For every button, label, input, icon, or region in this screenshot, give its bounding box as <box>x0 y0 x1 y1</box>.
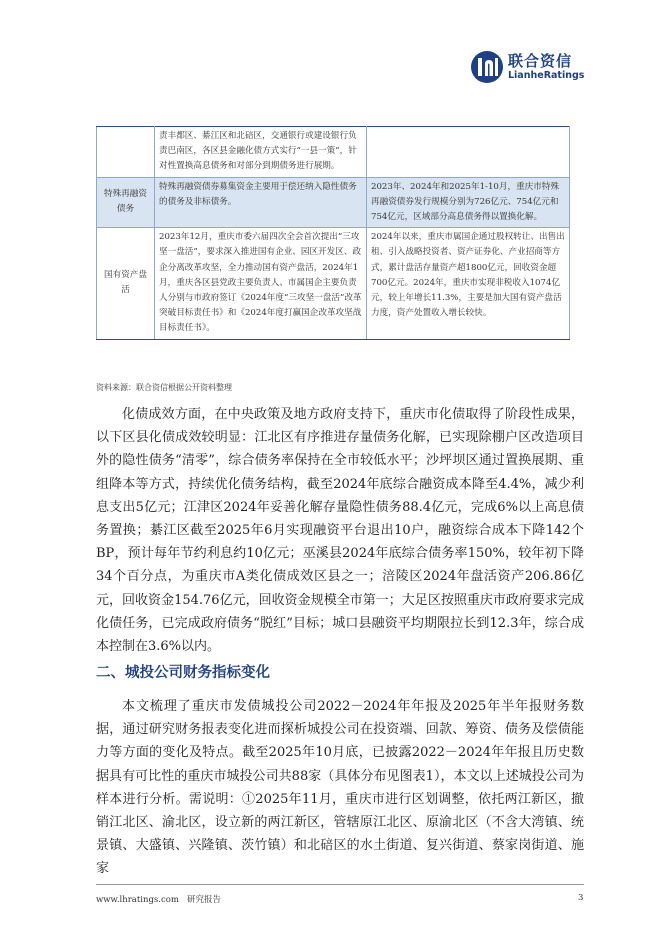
page-number: 3 <box>578 893 584 903</box>
table-source-note: 资料来源：联合资信根据公开资料整理 <box>96 383 232 392</box>
table-cell-progress: 2023年、2024年和2025年1-10月，重庆市特殊再融资债券发行规模分别为726亿元、754亿元和754亿元，区域部分高息债务得以置换化解。 <box>367 177 570 228</box>
table-row <box>97 127 570 178</box>
footer-divider <box>96 884 584 885</box>
table-cell-category <box>97 127 155 178</box>
logo-english-name: LianheRatings <box>508 70 585 81</box>
body-paragraph-debt-results: 化债成效方面，在中央政策及地方政府支持下，重庆市化债取得了阶段性成果，以下区县化债成效较明显：江北区有序推进存量债务化解，已实现除棚户区改造项目外的隐性债务“清零”，综合债务率保持在全市较低水平；沙坪坝区通过置换展期、重组降本等方式，持续优化债务结构，截至2024年底综合融资成本降至4.4%，减少利息支出5亿元；江津区2024年妥善化解存量隐性债务88.4亿元，完成6%以上高息债务置换；綦江区截至2025年6月实现融资平台退出10户，融资综合成本下降142个BP，预计每年节约利息约10亿元；巫溪县2024年底综合债务率150%，较年初下降34个百分点，为重庆市A类化债成效区县之一；涪陵区2024年盘活资产206.86亿元，回收资金154.76亿元，回收资金规模全市第一；大足区按照重庆市政府要求完成化债任务，已完成政府债务“脱红”目标；城口县融资平均期限拉长到12.3年，综合成本控制在3.6%以内。 <box>96 407 584 655</box>
section-heading: 二、城投公司财务指标变化 <box>96 665 270 681</box>
body-paragraph-methodology: 本文梳理了重庆市发债城投公司2022－2024年年报及2025年半年报财务数据，通过研究财务报表变化进而探析城投公司在投资端、回款、筹资、债务及偿债能力等方面的变化及特点。截至2025年10月底，已披露2022－2024年年报且历史数据具有可比性的重庆市城投公司共88家（具体分布见图表1），本文以上述城投公司为样本进行分析。需说明：①2025年11月，重庆市进行区划调整，依托两江新区，撤销江北区、渝北区，设立新的两江新区，管辖原江北区、原渝北区（不含大湾镇、统景镇、大盛镇、兴隆镇、茨竹镇）和北碚区的水土街道、复兴街道、蔡家岗街道、施家 <box>96 699 584 877</box>
company-logo <box>470 50 600 86</box>
logo-chinese-name: 联合资信 <box>508 52 573 70</box>
table-cell-measure: 2023年12月，重庆市委六届四次全会首次提出“三攻坚一盘活”，要求深入推进国有企业、园区开发区、政企分离改革攻坚，全力推动国有资产盘活，2024年1月，重庆各区县党政主要负责人、市属国企主要负责人分别与市政府签订《2024年度“三攻坚一盘活”改革突破目标责任书》和《2024年度打赢国企改革攻坚战目标责任书》。 <box>155 228 367 339</box>
debt-measures-table <box>96 126 570 340</box>
table-cell-category: 国有资产盘活 <box>97 228 155 339</box>
table-cell-progress <box>367 127 570 178</box>
lianhe-logo-icon <box>470 50 504 84</box>
footer-info <box>96 893 221 905</box>
footer-website-link[interactable]: www.lhratings.com <box>96 895 179 905</box>
table-cell-progress: 2024年以来，重庆市属国企通过股权转让、出售出租、引入战略投资者、资产证券化、产业招商等方式，累计盘活存量资产超1800亿元，回收资金超700亿元。2024年，重庆市实现非税收入1074亿元，较上年增长11.3%，主要是加大国有资产盘活力度，资产处置收入增长较快。 <box>367 228 570 339</box>
table-cell-measure: 责丰都区、綦江区和北碚区，交通银行或建设银行负责巴南区，各区县金融化债方式实行“一县一策”，针对性置换高息债务和对部分到期债务进行展期。 <box>155 127 367 178</box>
footer-doc-type: 研究报告 <box>187 895 222 905</box>
table-cell-measure: 特殊再融资债券募集资金主要用于偿还纳入隐性债务的债务及非标债务。 <box>155 177 367 228</box>
table-row <box>97 228 570 339</box>
table-cell-category: 特殊再融资债务 <box>97 177 155 228</box>
table-row <box>97 177 570 228</box>
